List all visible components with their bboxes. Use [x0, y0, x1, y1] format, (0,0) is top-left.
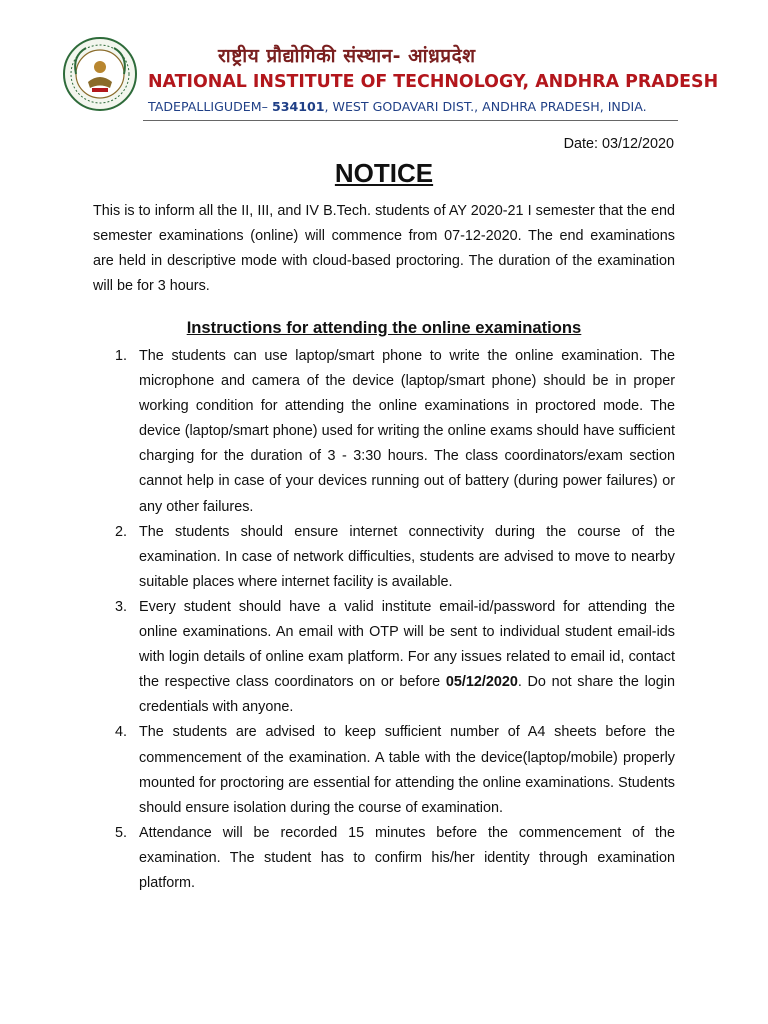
- instruction-text-before: Every student should have a valid institute email-id/password for attending the online examinations. An email with OTP will be sent to individual student email-ids with login details of online exam platform. For any issues related to email id, contact the respective class coordinators on or before: [139, 598, 675, 691]
- notice-date: Date: 03/12/2020: [563, 136, 674, 152]
- instruction-number: 3.: [115, 598, 128, 615]
- address-part2: , WEST GODAVARI DIST., ANDHRA PRADESH, INDIA.: [324, 99, 647, 114]
- instruction-number: 1.: [115, 348, 128, 364]
- instruction-item-3: [115, 595, 675, 720]
- instruction-item-1: [115, 344, 675, 520]
- instructions-heading: Instructions for attending the online examinations: [186, 318, 582, 337]
- instruction-number: 2.: [115, 523, 128, 540]
- instruction-text: The students can use laptop/smart phone to write the online examination. The microphone and camera of the device (laptop/smart phone) should be in proper working condition for attending the online examinations in proctored mode. The device (laptop/smart phone) used for writing the online exams should have sufficient charging for the duration of 3 - 3:30 hours. The class coordinators/exam section cannot help in case of your devices running out of battery (during power failures) or any other failures.: [139, 348, 675, 515]
- instruction-item-4: [115, 720, 675, 820]
- institute-logo: [62, 36, 138, 112]
- instruction-number: 5.: [115, 824, 128, 841]
- intro-paragraph: This is to inform all the II, III, and IV B.Tech. students of AY 2020-21 I semester that the end semester examinations (online) will commence from 07-12-2020. The end examinations are held in descriptive mode with cloud-based proctoring. The duration of the examination will be for 3 hours.: [93, 203, 675, 295]
- instruction-item-5: [115, 821, 675, 896]
- institute-address: [148, 99, 668, 114]
- notice-title: NOTICE: [334, 158, 434, 188]
- address-part1: TADEPALLIGUDEM–: [148, 99, 272, 114]
- institute-name-english: NATIONAL INSTITUTE OF TECHNOLOGY, ANDHRA PRADESH: [148, 72, 719, 92]
- instruction-text: Attendance will be recorded 15 minutes before the commencement of the examination. The student has to confirm his/her identity through examination platform.: [139, 824, 675, 891]
- instruction-number: 4.: [115, 724, 128, 741]
- institute-name-hindi: राष्ट्रीय प्रौद्योगिकी संस्थान- आंध्रप्रदेश: [218, 45, 476, 67]
- instruction-text: The students are advised to keep sufficient number of A4 sheets before the commencement of the examination. A table with the device(laptop/mobile) properly mounted for proctoring are essential for attending the online examinations. Students should ensure isolation during the course of examination.: [139, 724, 675, 816]
- instruction-text-after: . Do not share the login credentials with anyone.: [139, 674, 675, 716]
- instruction-item-2: [115, 520, 675, 595]
- instructions-list: [115, 344, 675, 896]
- instruction-text: The students should ensure internet connectivity during the course of the examination. In case of network difficulties, students are advised to move to nearby suitable places where internet facility is available.: [139, 523, 675, 590]
- instruction-deadline-date: 05/12/2020: [445, 674, 518, 691]
- letterhead-divider: [143, 120, 678, 121]
- address-pin: 534101: [271, 99, 325, 114]
